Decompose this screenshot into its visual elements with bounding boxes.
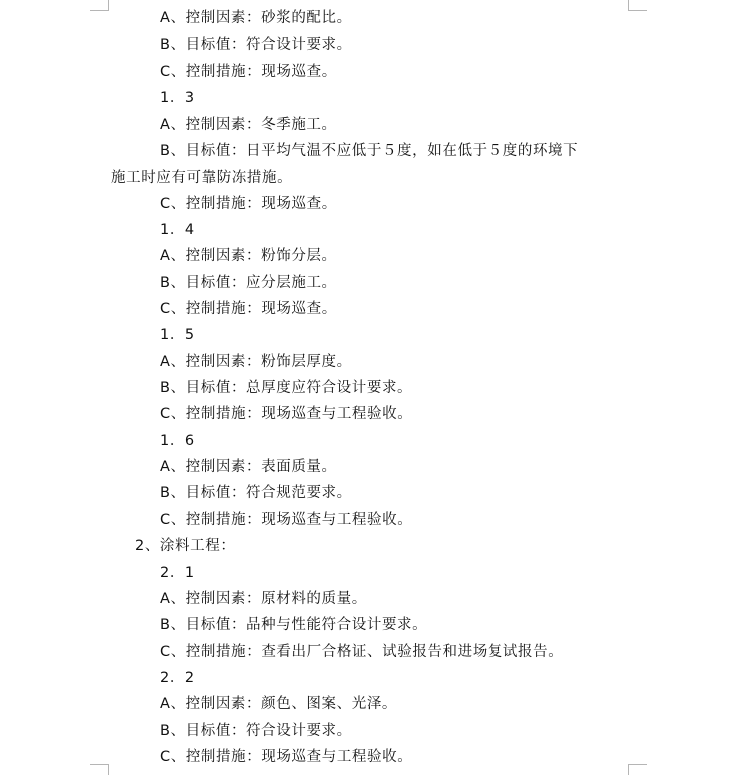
text-line: C、控制措施：现场巡查。 bbox=[160, 64, 337, 80]
text-line: C、控制措施：现场巡查。 bbox=[160, 196, 337, 212]
text-line-continuation: 施工时应有可靠防冻措施。 bbox=[111, 170, 293, 186]
text-line: B、目标值：总厚度应符合设计要求。 bbox=[160, 380, 413, 396]
section-number: 1．4 bbox=[160, 222, 195, 238]
page-corner-mark-top-right bbox=[628, 0, 647, 11]
section-number: 1．6 bbox=[160, 433, 195, 449]
text-line: C、控制措施：现场巡查与工程验收。 bbox=[160, 749, 413, 765]
text-line: B、目标值：应分层施工。 bbox=[160, 275, 337, 291]
text-line: B、目标值：日平均气温不应低于５度，如在低于５度的环境下 bbox=[160, 143, 579, 159]
section-number: 2．2 bbox=[160, 670, 195, 686]
text-line: B、目标值：符合设计要求。 bbox=[160, 723, 352, 739]
text-line: A、控制因素：冬季施工。 bbox=[160, 117, 337, 133]
text-line: A、控制因素：表面质量。 bbox=[160, 459, 337, 475]
text-line: A、控制因素：砂浆的配比。 bbox=[160, 10, 352, 26]
text-line: A、控制因素：颜色、图案、光泽。 bbox=[160, 696, 398, 712]
page-corner-mark-bottom-left bbox=[90, 764, 109, 775]
section-number: 1．3 bbox=[160, 90, 195, 106]
text-line: A、控制因素：粉饰分层。 bbox=[160, 248, 337, 264]
text-line: B、目标值：品种与性能符合设计要求。 bbox=[160, 617, 428, 633]
text-line: B、目标值：符合规范要求。 bbox=[160, 485, 352, 501]
page-corner-mark-bottom-right bbox=[628, 764, 647, 775]
section-number: 2．1 bbox=[160, 565, 195, 581]
text-line: C、控制措施：现场巡查。 bbox=[160, 301, 337, 317]
text-line: A、控制因素：原材料的质量。 bbox=[160, 591, 367, 607]
page-corner-mark-top-left bbox=[90, 0, 109, 11]
text-line: C、控制措施：现场巡查与工程验收。 bbox=[160, 512, 413, 528]
text-line: A、控制因素：粉饰层厚度。 bbox=[160, 354, 352, 370]
section-heading: 2、涂料工程： bbox=[135, 538, 236, 554]
section-number: 1．5 bbox=[160, 327, 195, 343]
text-line: C、控制措施：现场巡查与工程验收。 bbox=[160, 406, 413, 422]
text-line: C、控制措施：查看出厂合格证、试验报告和进场复试报告。 bbox=[160, 644, 564, 660]
text-line: B、目标值：符合设计要求。 bbox=[160, 37, 352, 53]
